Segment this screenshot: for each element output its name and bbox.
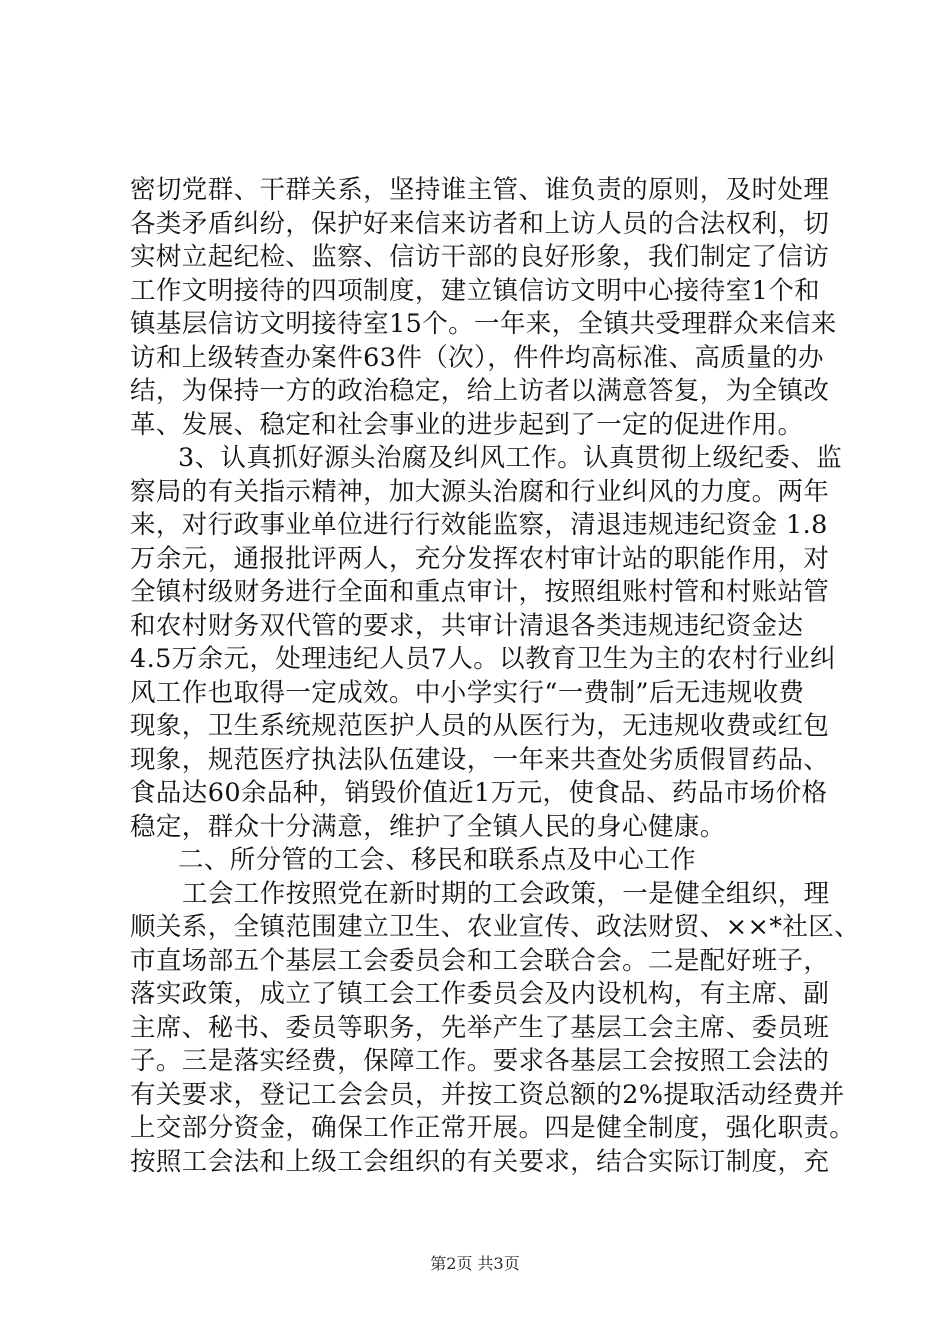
text-line: 各类矛盾纠纷，保护好来信来访者和上访人员的合法权利，切 <box>130 208 830 239</box>
text-line: 风工作也取得一定成效。中小学实行“一费制”后无违规收费 <box>130 677 805 708</box>
text-line: 工作文明接待的四项制度，建立镇信访文明中心接待室1个和 <box>130 275 821 306</box>
text-line: 稳定，群众十分满意，维护了全镇人民的身心健康。 <box>130 811 726 842</box>
text-line: 全镇村级财务进行全面和重点审计，按照组账村管和村账站管 <box>130 577 830 607</box>
paragraph-first-line: 3、认真抓好源头治腐及纠风工作。认真贯彻上级纪委、监 <box>178 443 843 473</box>
text-line: 和农村财务双代管的要求，共审计清退各类违规违纪资金达 <box>130 610 804 641</box>
text-line: 4.5万余元，处理违纪人员7人。以教育卫生为主的农村行业纠 <box>130 644 836 674</box>
text-line: 访和上级转查办案件63件（次），件件均高标准、高质量的办 <box>130 342 824 373</box>
text-line: 察局的有关指示精神，加大源头治腐和行业纠风的力度。两年 <box>130 476 830 507</box>
text-line: 上交部分资金，确保工作正常开展。四是健全制度，强化职责。 <box>130 1113 856 1143</box>
section-heading: 二、所分管的工会、移民和联系点及中心工作 <box>178 845 697 875</box>
text-line: 现象，卫生系统规范医护人员的从医行为，无违规收费或红包 <box>130 711 830 741</box>
text-line: 子。三是落实经费，保障工作。要求各基层工会按照工会法的 <box>130 1046 830 1076</box>
text-line: 按照工会法和上级工会组织的有关要求，结合实际订制度，充 <box>130 1146 830 1177</box>
text-line: 来，对行政事业单位进行行效能监察，清退违规违纪资金 1.8 <box>130 510 828 540</box>
text-line: 实树立起纪检、监察、信访干部的良好形象，我们制定了信访 <box>130 242 830 272</box>
text-line: 主席、秘书、委员等职务，先举产生了基层工会主席、委员班 <box>130 1012 830 1043</box>
text-line: 镇基层信访文明接待室15个。一年来，全镇共受理群众来信来 <box>130 309 837 339</box>
text-line: 现象，规范医疗执法队伍建设，一年来共查处劣质假冒药品、 <box>130 744 830 775</box>
text-line: 结，为保持一方的政治稳定，给上访者以满意答复，为全镇改 <box>130 376 830 406</box>
text-line: 密切党群、干群关系，坚持谁主管、谁负责的原则，及时处理 <box>130 175 830 205</box>
text-line: 落实政策，成立了镇工会工作委员会及内设机构，有主席、副 <box>130 979 830 1009</box>
text-line: 万余元，通报批评两人，充分发挥农村审计站的职能作用，对 <box>130 543 830 574</box>
text-line: 顺关系，全镇范围建立卫生、农业宣传、政法财贸、××*社区、 <box>130 912 861 942</box>
text-line: 市直场部五个基层工会委员会和工会联合会。二是配好班子， <box>130 945 830 976</box>
page-number-footer: 第2页 共3页 <box>430 1254 520 1273</box>
text-line: 革、发展、稳定和社会事业的进步起到了一定的促进作用。 <box>130 409 804 440</box>
paragraph-first-line: 工会工作按照党在新时期的工会政策，一是健全组织，理 <box>182 878 830 909</box>
text-line: 有关要求，登记工会会员，并按工资总额的2%提取活动经费并 <box>130 1079 845 1110</box>
text-line: 食品达60余品种，销毁价值近1万元，使食品、药品市场价格 <box>130 778 828 808</box>
